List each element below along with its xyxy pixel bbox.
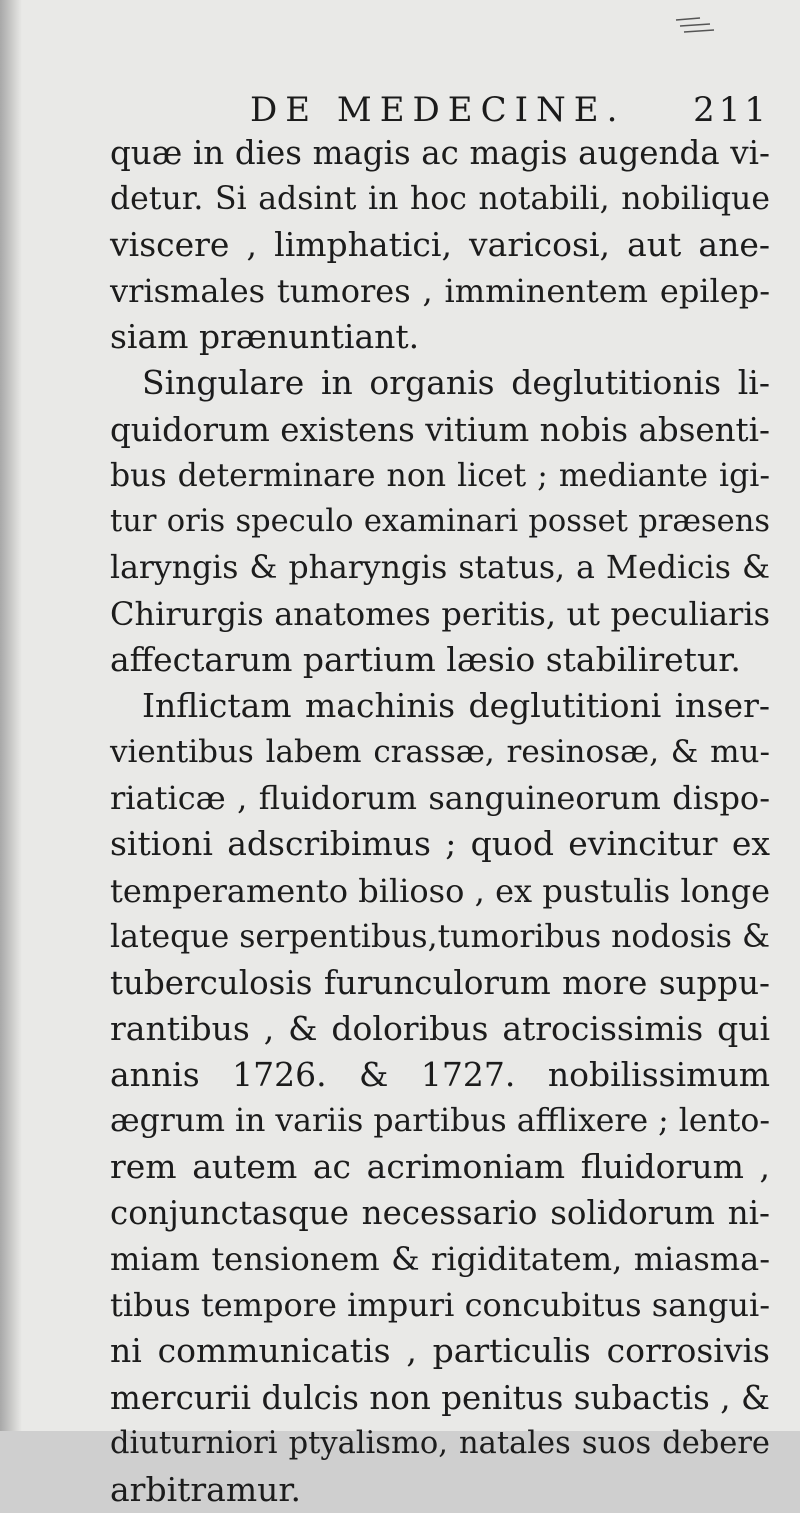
text-line: Chirurgis anatomes peritis, ut peculiaris [110,594,770,633]
text-line: siam prænuntiant. [110,317,420,357]
text-line: laryngis & pharyngis status, a Medicis & [110,549,770,586]
text-line: diuturniori ptyalismo, natales suos debere [110,1425,770,1461]
page-gutter-shadow [0,0,22,1431]
body-text [110,130,770,1513]
text-line: annis 1726. & 1727. nobilissimum [110,1054,770,1094]
paragraph [110,360,770,683]
text-line: sitioni adscribimus ; quod evincitur ex [110,824,770,864]
text-line: affectarum partium læsio stabiliretur. [110,640,741,680]
text-line: temperamento bilioso , ex pustulis longe [110,871,770,910]
paragraph [110,130,770,360]
text-line: miam tensionem & rigiditatem, miasma- [110,1240,770,1279]
text-line: quæ in dies magis ac magis augenda vi- [110,134,770,172]
text-line: vientibus labem crassæ, resinosæ, & mu- [110,734,770,771]
text-line: rem autem ac acrimoniam fluidorum , [110,1147,770,1187]
page-number: 211 [693,90,770,130]
text-line: detur. Si adsint in hoc notabili, nobilique [110,181,770,218]
text-line: ni communicatis , particulis corrosivis [110,1331,770,1371]
text-line: vrismales tumores , imminentem epilep- [110,272,770,311]
text-line: lateque serpentibus,tumoribus nodosis & [110,918,770,955]
text-line: tibus tempore impuri concubitus sangui- [110,1286,770,1325]
text-line: Singulare in organis deglutitionis li- [142,363,770,403]
text-line: ægrum in variis partibus afflixere ; lento- [110,1102,771,1139]
text-line: conjunctasque necessario solidorum ni- [110,1194,770,1233]
text-line: Inflictam machinis deglutitioni inser- [142,686,770,726]
ink-smudge-mark [670,10,730,46]
text-line: viscere , limphatici, varicosi, aut ane- [110,225,770,265]
text-line: tur oris speculo examinari posset præsens [110,503,770,539]
text-line: rantibus , & doloribus atrocissimis qui [110,1008,770,1048]
text-line: arbitramur. [110,1469,302,1509]
text-line: bus determinare non licet ; mediante igi- [110,457,770,494]
text-line: mercurii dulcis non penitus subactis , & [110,1378,770,1417]
text-line: quidorum existens vitium nobis absenti- [110,410,770,449]
running-title: DE MEDECINE. [250,90,626,130]
text-line: tuberculosis furunculorum more suppu- [110,963,770,1002]
text-line: riaticæ , fluidorum sanguineorum dispo- [110,779,770,818]
paragraph [110,683,770,1513]
